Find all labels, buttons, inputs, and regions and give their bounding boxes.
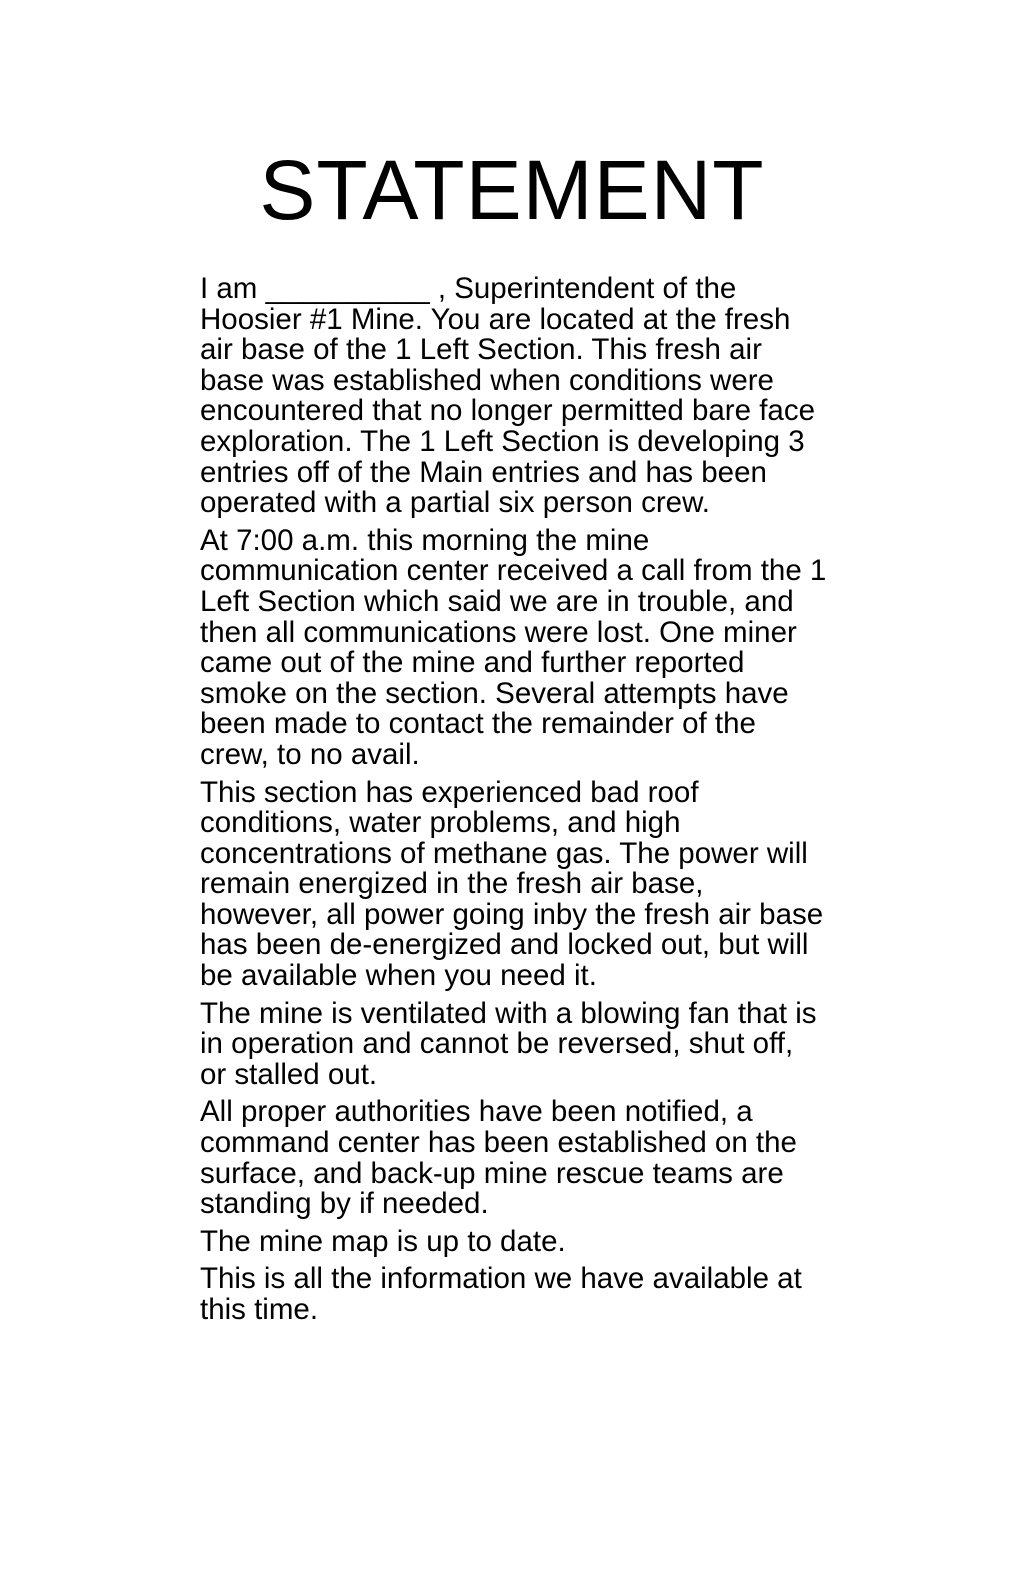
- paragraph-mine-map: The mine map is up to date.: [200, 1224, 566, 1258]
- statement-body: [200, 274, 890, 1333]
- paragraph-superintendent-intro: I am __________ , Superintendent of the Hoosier #1 Mine. You are located at the fresh air base of the 1 Left Section. This fresh air base was established when conditions were encountered that no longer permitted bare face exploration. The 1 Left Section is developing 3 entries off of the Main entries and has been operated with a partial six person crew.: [200, 272, 815, 520]
- paragraph-authorities: All proper authorities have been notified, a command center has been established on the surface, and back-up mine rescue teams are standing by if needed.: [200, 1095, 797, 1221]
- paragraph-closing: This is all the information we have available at this time.: [200, 1262, 802, 1326]
- paragraph-ventilation: The mine is ventilated with a blowing fan that is in operation and cannot be reversed, shut off, or stalled out.: [200, 996, 817, 1091]
- document-title: STATEMENT: [259, 143, 765, 237]
- paragraph-section-conditions: This section has experienced bad roof conditions, water problems, and high concentrations of methane gas. The power will remain energized in the fresh air base, however, all power going inby the fresh air base has been de-energized and locked out, but will be available when you need it.: [200, 775, 824, 993]
- paragraph-incident-call: At 7:00 a.m. this morning the mine communication center received a call from the 1 Left Section which said we are in trouble, and then all communications were lost. One miner came out of the mine and further reported smoke on the section. Several attempts have been made to contact the remainder of the crew, to no avail.: [200, 523, 827, 771]
